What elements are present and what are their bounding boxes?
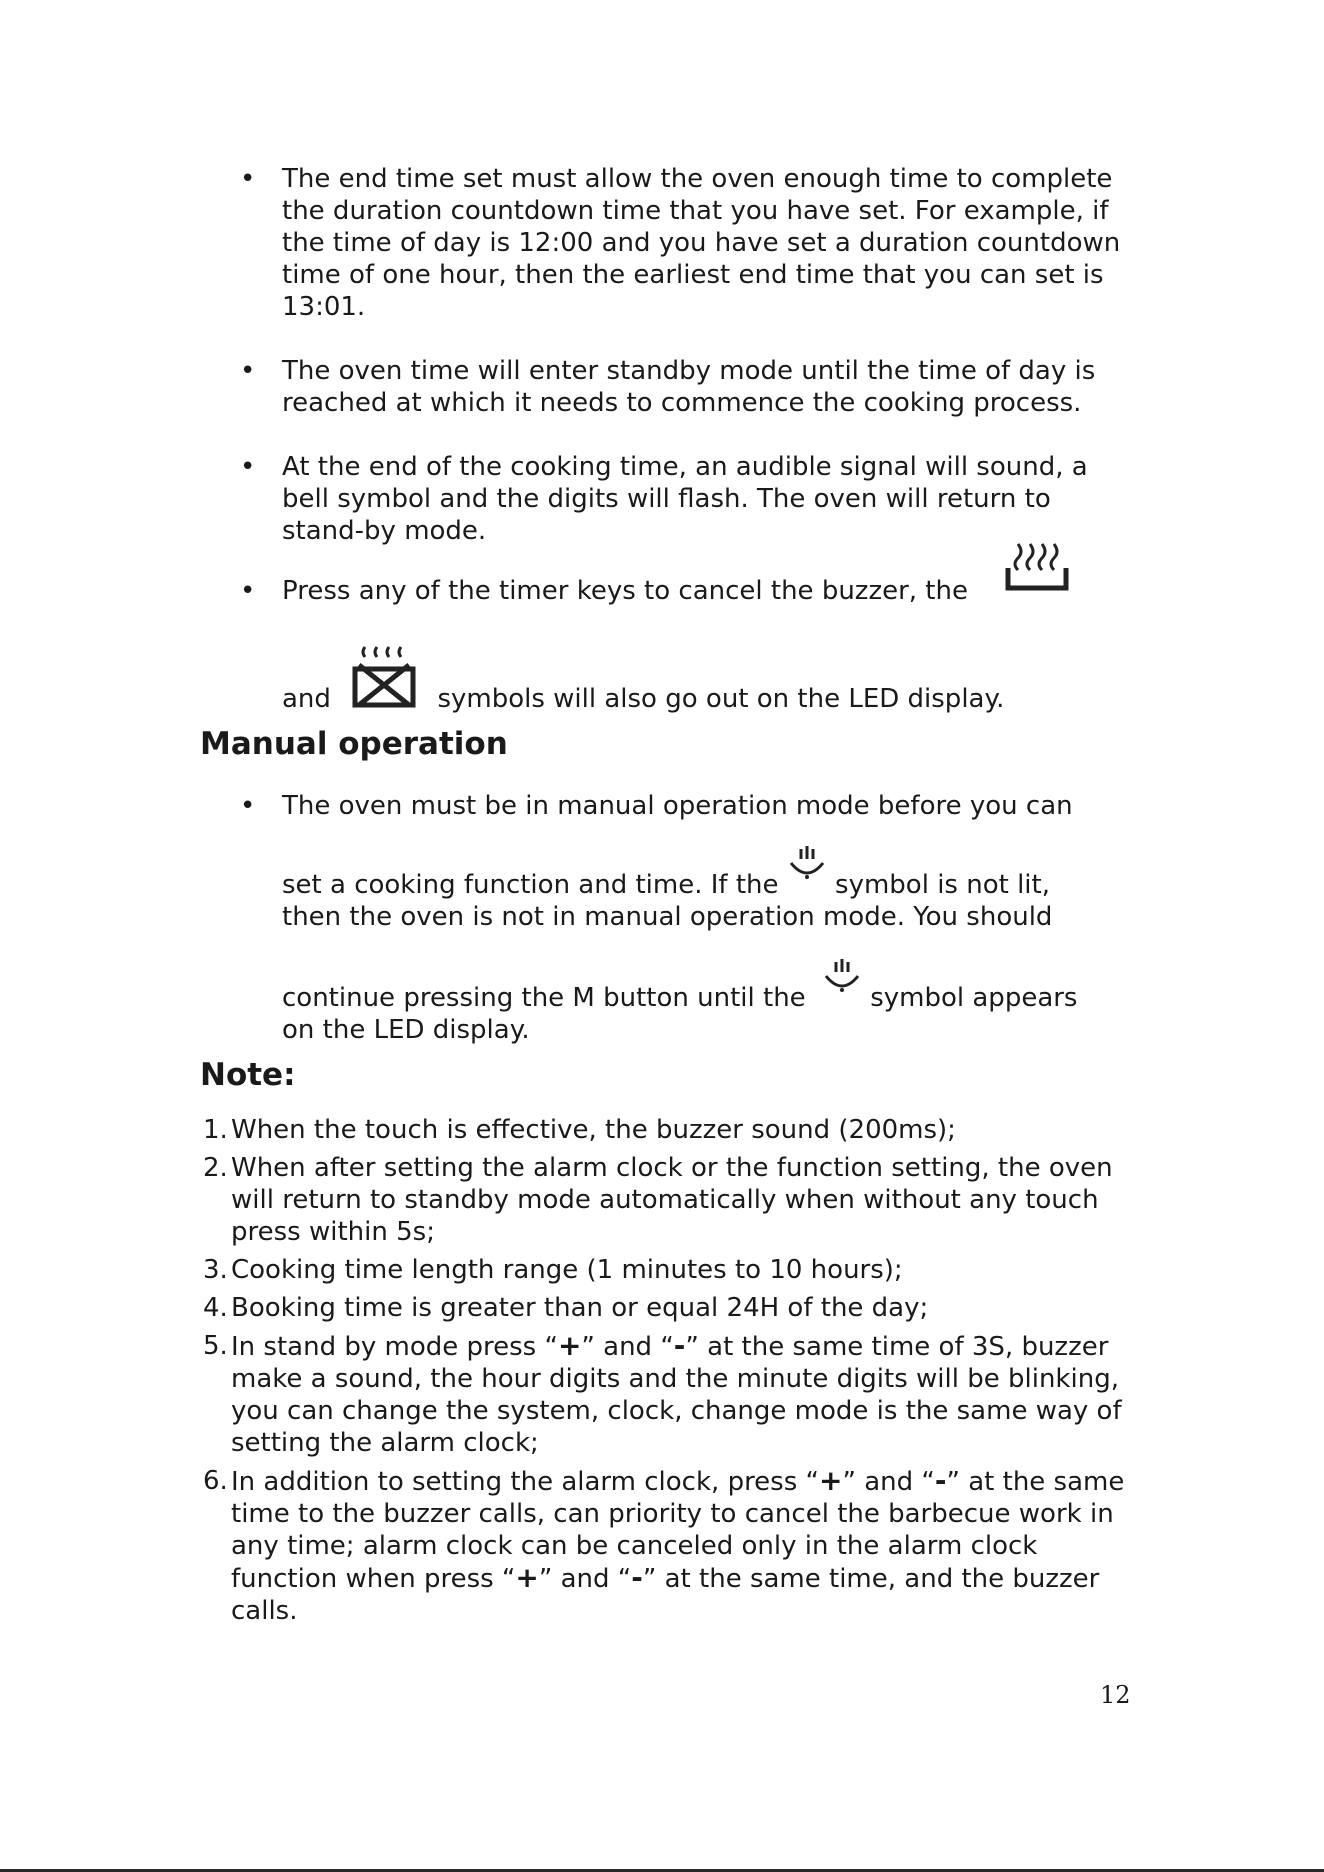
- minus-symbol: -: [673, 1329, 686, 1362]
- note-text: When the touch is effective, the buzzer sound (200ms);: [231, 1115, 956, 1145]
- bullet-text: • At the end of the cooking time, an audible signal will sound, a bell symbol and the digits will flash. The oven will return to stand-by mode.: [282, 452, 1088, 546]
- note-text: Booking time is greater than or equal 24H of the day;: [231, 1293, 929, 1323]
- note-list: [203, 1114, 1138, 1633]
- note-text: ” and “: [581, 1332, 674, 1362]
- list-item: [203, 1254, 1138, 1286]
- minus-symbol: -: [934, 1464, 947, 1497]
- bullet-text: • The oven must be in manual operation mode before you can: [282, 791, 1073, 821]
- list-item: [240, 790, 1140, 1046]
- bullet-text-part: Press any of the timer keys to cancel the buzzer, the: [282, 576, 968, 606]
- bullet-text: [282, 958, 1140, 1014]
- list-item: [240, 355, 1140, 419]
- minus-symbol: -: [631, 1561, 643, 1594]
- note-number: 3.: [203, 1255, 228, 1285]
- bullet-text-part: and: [282, 684, 331, 714]
- note-number: 2.: [203, 1153, 228, 1183]
- note-heading: Note:: [200, 1057, 296, 1093]
- note-text: ” at the same time, and the buzzer calls.: [231, 1564, 1100, 1626]
- steam-heat-icon: [1004, 532, 1070, 596]
- section-heading: Manual operation: [200, 726, 508, 762]
- bullet-text: then the oven is not in manual operation mode. You should: [282, 902, 1053, 932]
- note-text: When after setting the alarm clock or the function setting, the oven will return to standby mode automatically when without any touch press within 5s;: [231, 1153, 1113, 1247]
- manual-bullet: [240, 790, 1140, 1078]
- note-number: 4.: [203, 1293, 228, 1323]
- hand-icon: [787, 845, 827, 891]
- bullet-text: [282, 645, 1140, 715]
- list-item: [203, 1292, 1138, 1324]
- bullet-text-part: set a cooking function and time. If the: [282, 870, 779, 900]
- note-number: 6.: [203, 1466, 228, 1496]
- bullet-text-part: symbols will also go out on the LED display.: [437, 684, 1005, 714]
- plus-symbol: +: [819, 1464, 843, 1497]
- note-text: Cooking time length range (1 minutes to 10 hours);: [231, 1255, 903, 1285]
- plus-symbol: +: [515, 1561, 539, 1594]
- bullet-text-part: symbol is not lit,: [835, 870, 1050, 900]
- list-item: [203, 1152, 1138, 1248]
- note-text: ” and “: [538, 1564, 632, 1594]
- list-item: [203, 1114, 1138, 1146]
- list-item: [240, 575, 1140, 715]
- note-text: ” at the same time of 3S, buzzer make a sound, the hour digits and the minute digits will be blinking, you can change the system, clock, change mode is the same way of setting the alarm clock;: [231, 1332, 1122, 1458]
- bullet-text: • The oven time will enter standby mode until the time of day is reached at which it needs to commence the cooking process.: [282, 356, 1096, 418]
- bullet-list: [240, 163, 1140, 747]
- bullet-text: • The end time set must allow the oven enough time to complete the duration countdown time that you have set. For example, if the time of day is 12:00 and you have set a duration countdown time of one hour, then the earliest end time that you can set is 13:01.: [282, 164, 1121, 322]
- note-number: 1.: [203, 1115, 228, 1145]
- list-item: [203, 1465, 1138, 1627]
- note-text: In stand by mode press “: [231, 1332, 558, 1362]
- note-text: In addition to setting the alarm clock, press “: [231, 1467, 820, 1497]
- bullet-text-part: symbol appears: [870, 983, 1078, 1013]
- note-text: ” and “: [842, 1467, 935, 1497]
- page-number: 12: [1100, 1681, 1131, 1709]
- note-text: ” at the same time to the buzzer calls, can priority to cancel the barbecue work in any time; alarm clock can be canceled only in the alarm clock function when press “: [231, 1467, 1125, 1594]
- note-number: 5.: [203, 1331, 228, 1361]
- list-item: [240, 163, 1140, 323]
- plus-symbol: +: [557, 1329, 582, 1362]
- hand-icon: [822, 958, 862, 1004]
- bullet-text: [282, 845, 1140, 901]
- bullet-text-part: continue pressing the M button until the: [282, 983, 806, 1013]
- bullet-text: on the LED display.: [282, 1015, 530, 1045]
- fan-heat-icon: [349, 645, 419, 709]
- list-item: [203, 1330, 1138, 1459]
